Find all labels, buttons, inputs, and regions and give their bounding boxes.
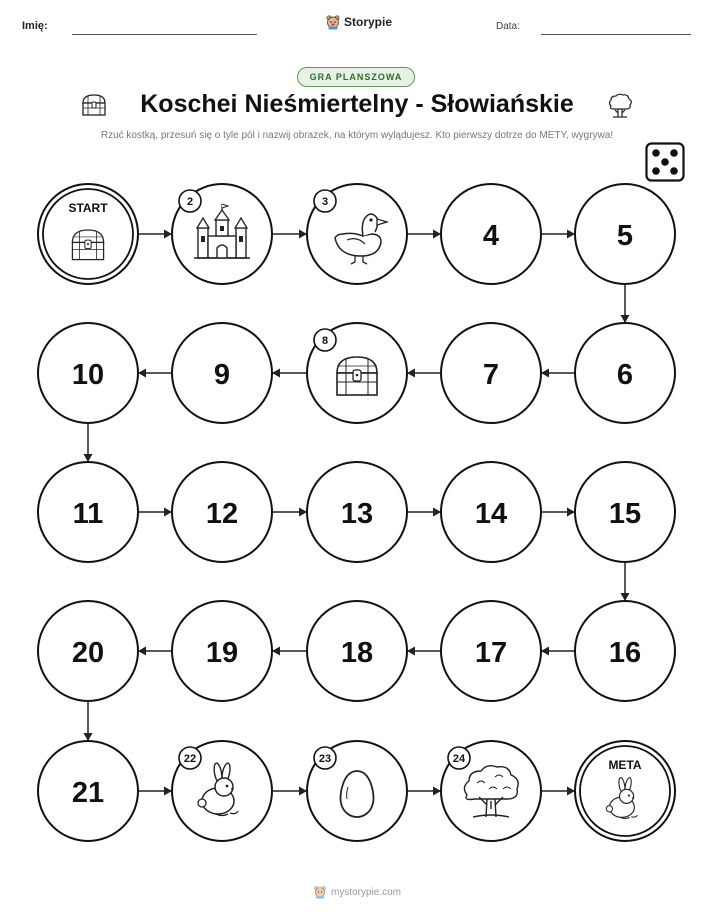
cell-number: 5 <box>616 220 634 252</box>
cell-number: 6 <box>616 359 634 391</box>
path-arrow <box>272 647 307 656</box>
cell-number: 3 <box>321 196 329 208</box>
board-cell-7 <box>441 323 541 423</box>
cell-number-badge <box>448 747 470 769</box>
egg-icon <box>341 771 374 817</box>
board-cell-24 <box>441 741 541 841</box>
cell-number: 17 <box>474 637 508 669</box>
category-badge: GRA PLANSZOWA <box>297 67 415 87</box>
path-arrow <box>138 508 172 517</box>
board-cell-1 <box>38 184 138 284</box>
board-cell-3 <box>307 184 407 284</box>
path-arrow <box>272 230 307 239</box>
cell-number-badge <box>179 190 201 212</box>
page-title: Koschei Nieśmiertelny - Słowiańskie <box>140 90 574 118</box>
cell-number: 14 <box>474 498 508 530</box>
path-arrow <box>407 508 441 517</box>
board-cell-16 <box>575 601 675 701</box>
board-cell-11 <box>38 462 138 562</box>
cell-number: 24 <box>452 753 466 765</box>
path-arrow <box>541 508 575 517</box>
path-arrow <box>138 647 172 656</box>
cell-number: 21 <box>71 777 105 809</box>
path-arrow <box>541 230 575 239</box>
board-cell-18 <box>307 601 407 701</box>
cell-number-badge <box>314 747 336 769</box>
cell-number-badge <box>179 747 201 769</box>
board-cell-17 <box>441 601 541 701</box>
path-arrow <box>84 701 93 741</box>
cell-number: 7 <box>482 359 500 391</box>
cell-number: 22 <box>183 753 197 765</box>
footer-website: mystorypie.com <box>330 886 401 898</box>
path-arrow <box>541 369 575 378</box>
brand-name: Storypie <box>344 15 393 29</box>
cell-number: 20 <box>71 637 105 669</box>
path-arrow <box>138 230 172 239</box>
board-cell-20 <box>38 601 138 701</box>
board-cell-19 <box>172 601 272 701</box>
path-arrow <box>138 787 172 796</box>
cell-number: 15 <box>608 498 642 530</box>
board-cell-9 <box>172 323 272 423</box>
board-cell-2 <box>172 184 272 284</box>
path-arrow <box>84 423 93 462</box>
finish-label: META <box>608 758 642 772</box>
cell-number: 9 <box>213 359 231 391</box>
cell-number: 13 <box>340 498 374 530</box>
path-arrow <box>541 787 575 796</box>
board-cell-25 <box>575 741 675 841</box>
path-arrow <box>621 284 630 323</box>
board-cell-14 <box>441 462 541 562</box>
treasure-chest-icon <box>72 230 103 260</box>
path-arrow <box>621 562 630 601</box>
cell-number-badge <box>314 329 336 351</box>
board-cell-22 <box>172 741 272 841</box>
path-arrow <box>407 230 441 239</box>
board-cell-10 <box>38 323 138 423</box>
game-instructions: Rzuć kostką, przesuń się o tyle pól i nazwij obrazek, na którym wylądujesz. Kto pierwszy dotrze do METY, wygrywa! <box>100 130 614 141</box>
name-label: Imię: <box>22 20 48 32</box>
footer <box>0 885 714 899</box>
board-cell-12 <box>172 462 272 562</box>
cell-number: 23 <box>318 753 332 765</box>
path-arrow <box>272 787 307 796</box>
cell-number: 8 <box>321 335 329 347</box>
board-cell-8 <box>307 323 407 423</box>
path-arrow <box>541 647 575 656</box>
board-cell-23 <box>307 741 407 841</box>
cell-number: 4 <box>482 220 500 252</box>
board-cell-15 <box>575 462 675 562</box>
board-cell-13 <box>307 462 407 562</box>
path-arrow <box>272 508 307 517</box>
start-label: START <box>68 201 108 215</box>
cell-number: 19 <box>205 637 239 669</box>
cell-number: 2 <box>186 196 194 208</box>
treasure-chest-icon <box>337 357 377 395</box>
path-arrow <box>407 369 441 378</box>
cell-number: 16 <box>608 637 642 669</box>
board-cell-5 <box>575 184 675 284</box>
cell-number: 12 <box>205 498 239 530</box>
cell-number: 11 <box>72 498 104 530</box>
path-arrow <box>407 647 441 656</box>
path-arrow <box>272 369 307 378</box>
cell-number-badge <box>314 190 336 212</box>
board-cell-4 <box>441 184 541 284</box>
cell-number: 18 <box>340 637 374 669</box>
storypie-mascot-icon <box>313 885 327 899</box>
board-cell-21 <box>38 741 138 841</box>
path-arrow <box>138 369 172 378</box>
date-label: Data: <box>496 21 520 32</box>
path-arrow <box>407 787 441 796</box>
board-cell-6 <box>575 323 675 423</box>
cell-number: 10 <box>71 359 105 391</box>
